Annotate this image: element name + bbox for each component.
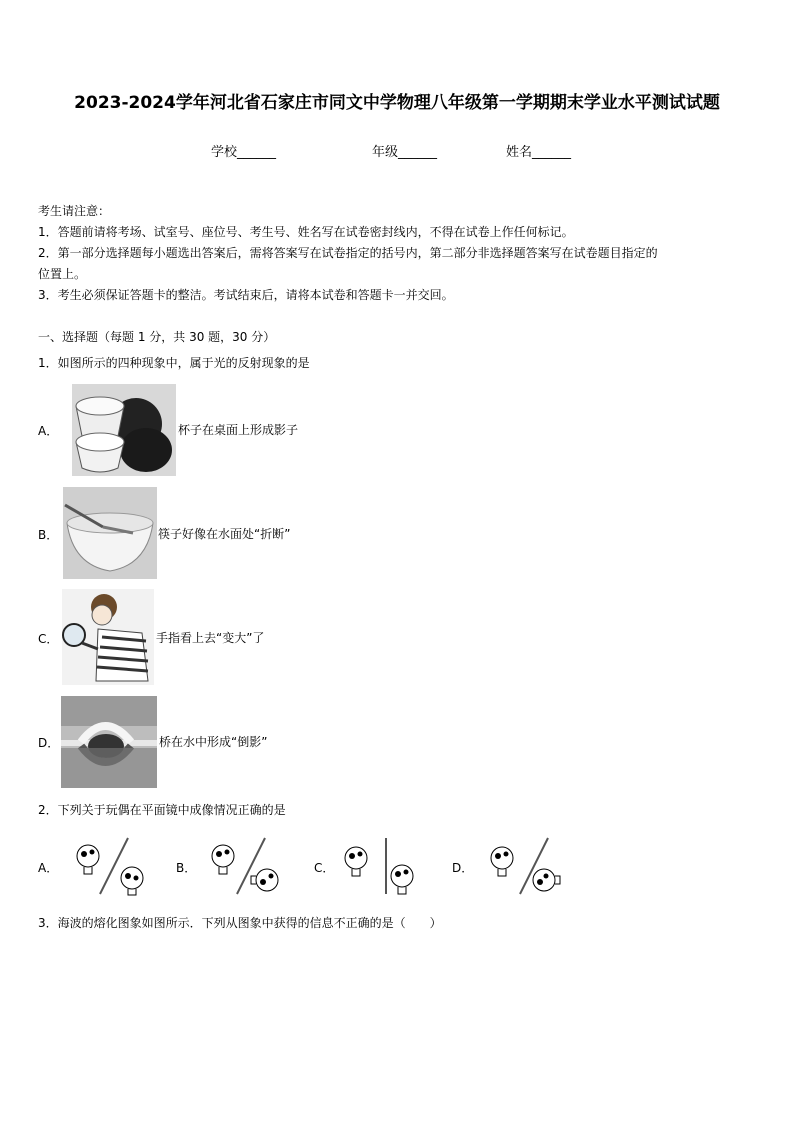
q1-stem: 1．如图所示的四种现象中，属于光的反射现象的是 <box>38 356 310 370</box>
section-heading: 一、选择题（每题 1 分，共 30 题，30 分） <box>38 330 276 344</box>
q1-option-b-letter: B． <box>38 528 59 542</box>
notice-heading: 考生请注意： <box>38 204 111 218</box>
q2-stem: 2．下列关于玩偶在平面镜中成像情况正确的是 <box>38 803 286 817</box>
q3-stem: 3．海波的熔化图象如图所示．下列从图象中获得的信息不正确的是（ ） <box>38 916 442 930</box>
notice-item-3: 3．考生必须保证答题卡的整洁。考试结束后，请将本试卷和答题卡一并交回。 <box>38 288 454 302</box>
q2-option-a-figure <box>70 836 146 896</box>
q1-option-d-letter: D． <box>38 736 60 750</box>
grade-field: 年级______ <box>372 145 438 160</box>
name-field: 姓名______ <box>506 145 572 160</box>
q2-option-a-letter: A． <box>38 861 59 875</box>
q2-option-d-letter: D． <box>452 861 474 875</box>
magnifier-boy-image <box>62 589 154 685</box>
q2-option-b-figure <box>207 836 283 896</box>
q1-option-c-text: 手指看上去“变大”了 <box>156 631 265 645</box>
q2-option-b-letter: B． <box>176 861 197 875</box>
cup-shadow-image <box>72 384 176 476</box>
q1-option-c-letter: C． <box>38 632 59 646</box>
notice-item-2-cont: 位置上。 <box>38 267 87 281</box>
q2-option-c-letter: C． <box>314 861 335 875</box>
school-field: 学校______ <box>211 145 277 160</box>
q1-option-d-text: 桥在水中形成“倒影” <box>159 735 268 749</box>
q1-option-a-letter: A． <box>38 424 59 438</box>
bridge-reflection-image <box>61 696 157 788</box>
notice-item-2: 2．第一部分选择题每小题选出答案后，需将答案写在试卷指定的括号内，第二部分非选择题答案写在试卷题目指定的 <box>38 246 658 260</box>
q1-option-a-text: 杯子在桌面上形成影子 <box>178 423 299 437</box>
q2-option-d-figure <box>486 836 562 896</box>
chopstick-bowl-image <box>63 487 157 579</box>
q1-option-b-text: 筷子好像在水面处“折断” <box>158 527 291 541</box>
q2-option-c-figure <box>340 836 416 896</box>
page-title: 2023-2024学年河北省石家庄市同文中学物理八年级第一学期期末学业水平测试试题 <box>74 93 720 113</box>
notice-item-1: 1．答题前请将考场、试室号、座位号、考生号、姓名写在试卷密封线内，不得在试卷上作任何标记。 <box>38 225 574 239</box>
